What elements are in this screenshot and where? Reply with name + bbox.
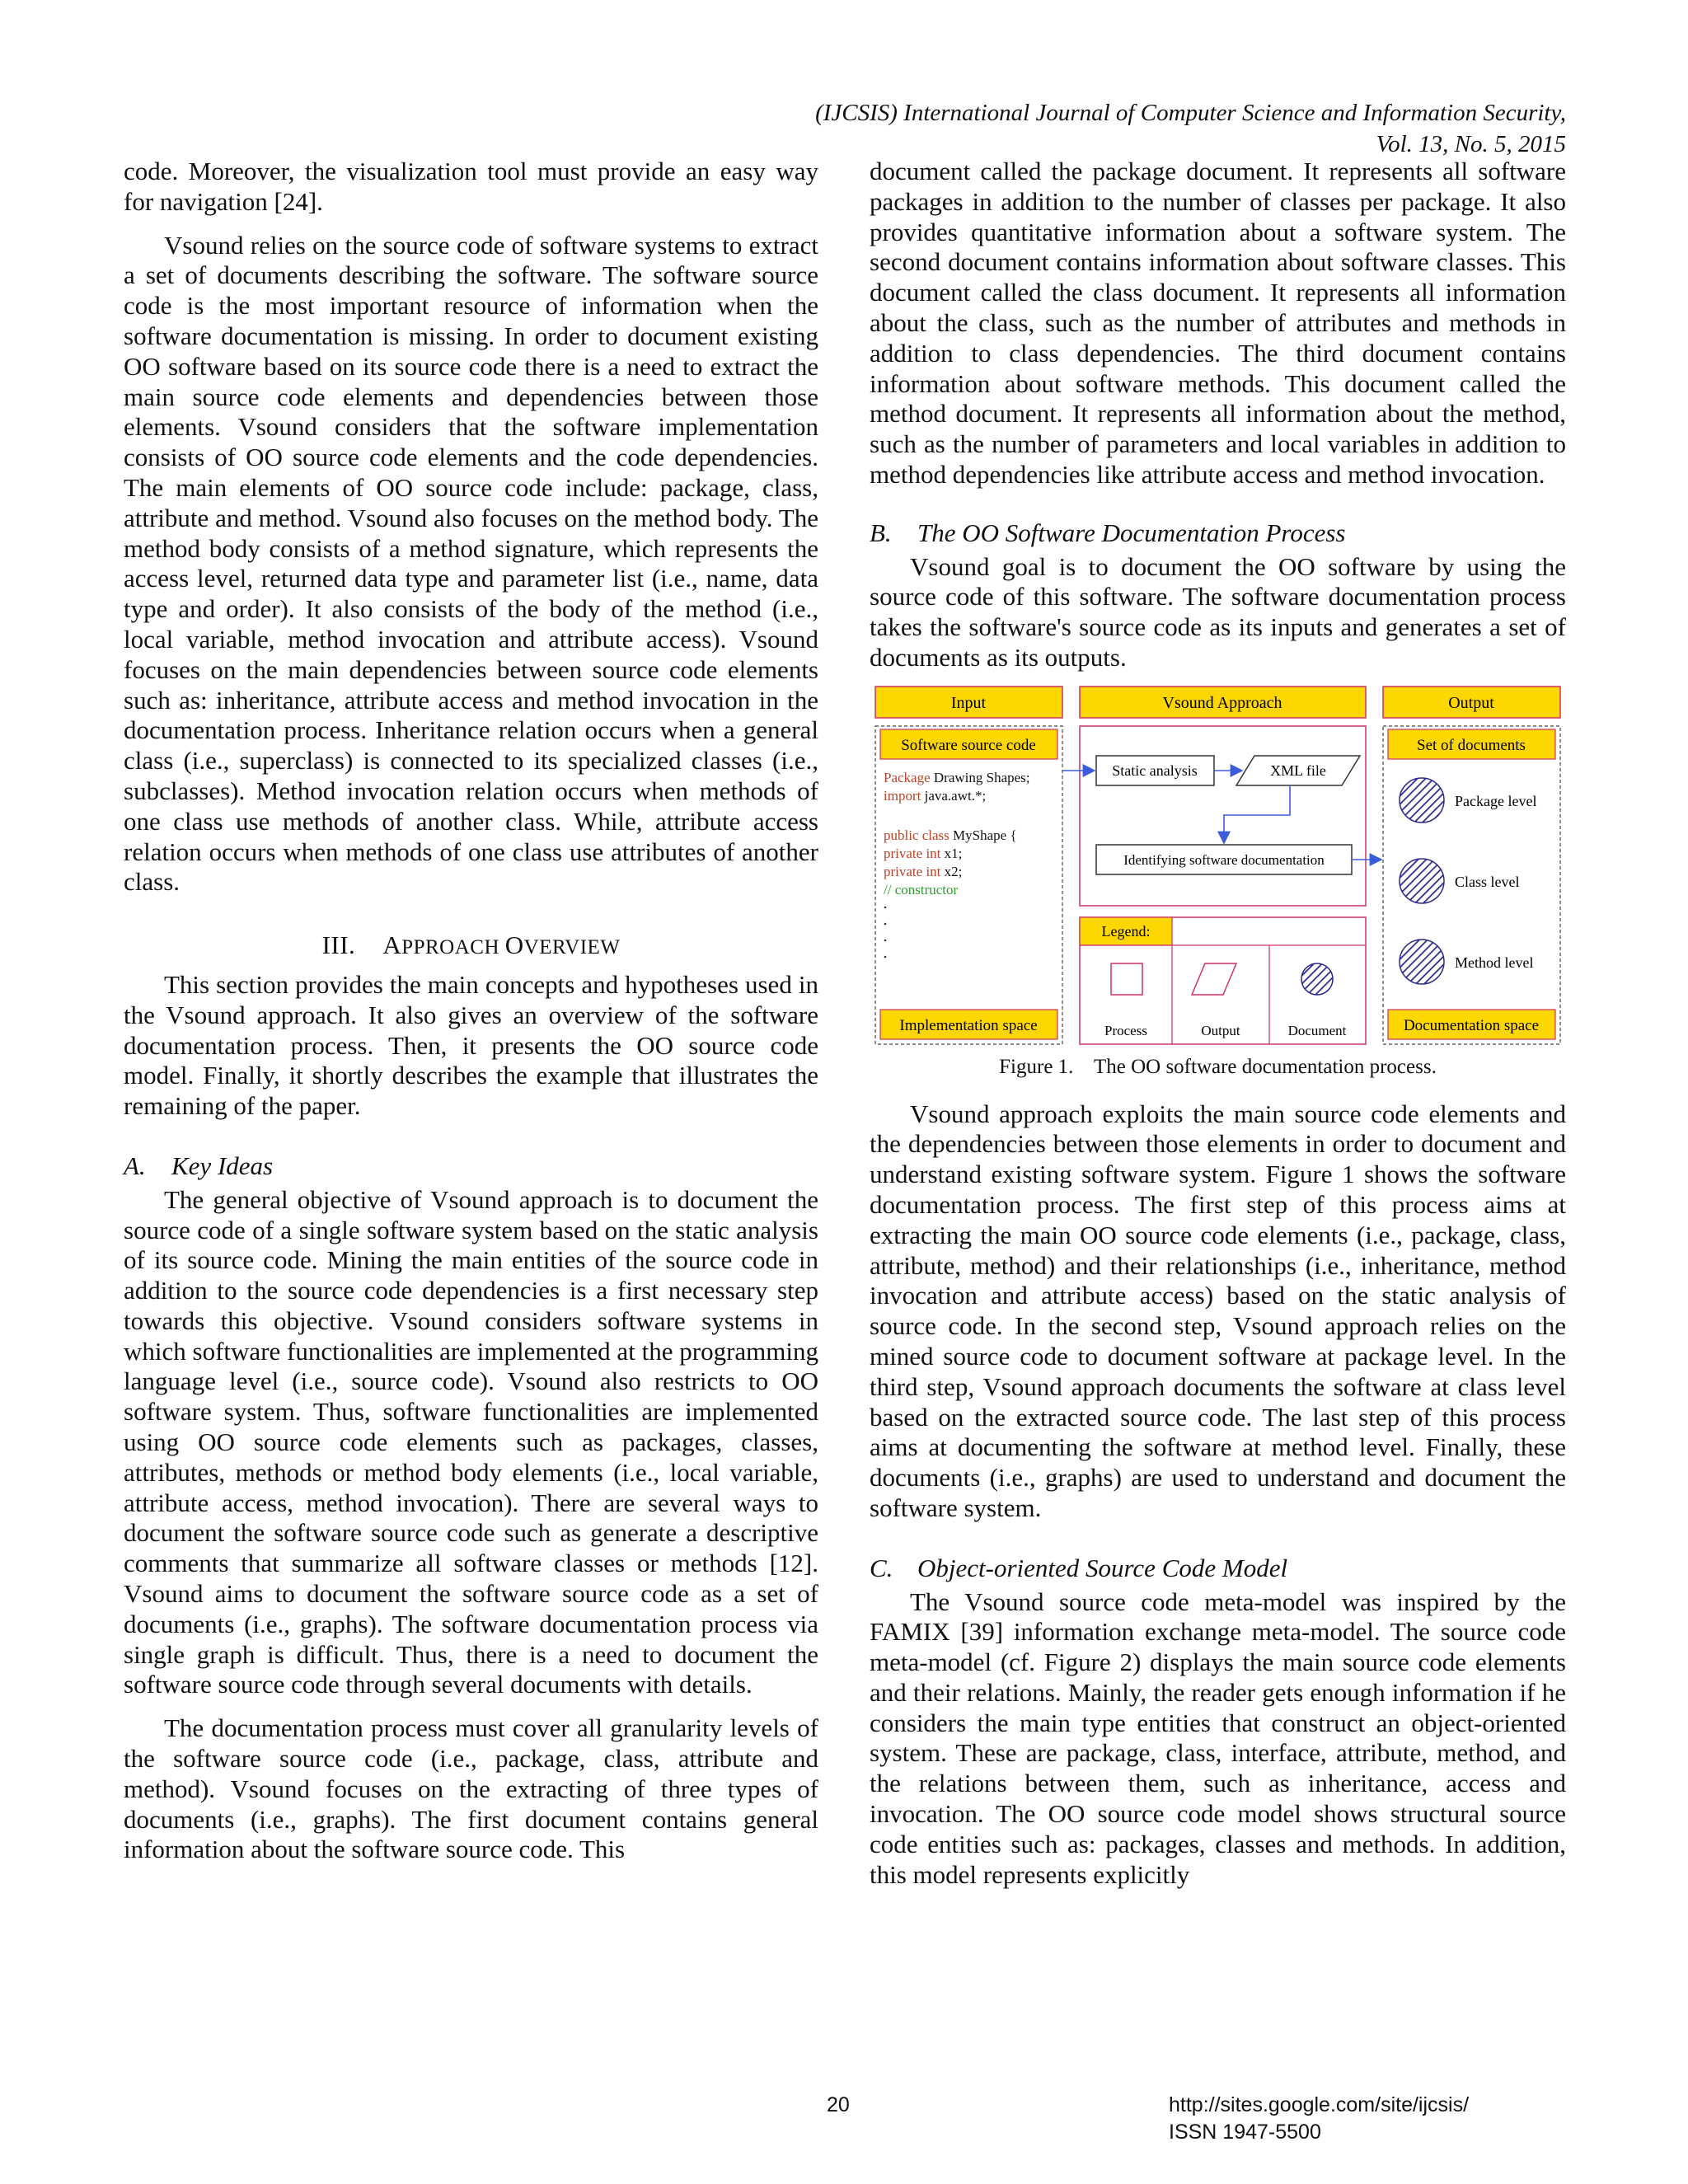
identifying-documentation-process	[1096, 845, 1352, 874]
svg-text:Output: Output	[1448, 693, 1494, 712]
document-icon	[1400, 778, 1444, 823]
svg-text:Package level: Package level	[1455, 792, 1537, 809]
paragraph: code. Moreover, the visualization tool must provide an easy way for navigation [24].	[124, 157, 818, 216]
svg-text:Output: Output	[1201, 1022, 1240, 1038]
paragraph: Vsound goal is to document the OO software by using the source code of this software. The software documentation process takes the software's source code as its inputs and generates a set of documents as its outputs.	[870, 551, 1566, 672]
paragraph: The Vsound source code meta-model was inspired by the FAMIX [39] information exchange meta-model. The source code meta-model (cf. Figure 2) displays the main source code elements and their relations. Mainly, the reader gets enough information if he considers the main type entities that construct an object-oriented system. These are package, class, interface, attribute, method, and the relations between them, such as inheritance, access and invocation. The OO source code model shows structural source code entities such as: packages, classes and methods. In addition, this model represents explicitly	[870, 1586, 1566, 1889]
figure-caption: Figure 1. The OO software documentation process.	[999, 1055, 1437, 1078]
output-header	[1383, 687, 1560, 718]
xml-file-output	[1236, 756, 1360, 785]
paragraph: document called the package document. It represents all software packages in addition to the number of classes per package. It also provides quantitative information about a software system. The second document contains information about software classes. This document called the class document. It represents all information about the class, such as the number of attributes and methods in addition to class dependencies. The third document contains information about software methods. This document called the method document. It represents all information about the method, such as the number of parameters and local variables in addition to method dependencies like attribute access and method invocation.	[870, 157, 1566, 489]
left-column	[124, 157, 818, 1865]
static-analysis-process	[1096, 756, 1214, 785]
document-icon	[1400, 940, 1444, 984]
document-icon	[1400, 859, 1444, 903]
approach-frame	[1080, 726, 1366, 906]
document-legend-icon	[1301, 963, 1333, 995]
journal-volume: Vol. 13, No. 5, 2015	[1376, 131, 1566, 157]
svg-text:public class MyShape {: public class MyShape {	[884, 827, 1017, 843]
paragraph: The general objective of Vsound approach is to document the source code of a single software system based on the static analysis of its source code. Mining the main entities of the source code in addition to the source code dependencies is a first necessary step towards this objective. Vsound considers software systems in which software functionalities are implemented at the programming language level (i.e., source code). Vsound also restricts to OO software system. Thus, software functionalities are implemented using OO source code elements such as packages, classes, attributes, methods or method body elements (i.e., local variable, attribute access, method invocation). There are several ways to document the software source code such as generate a descriptive comments that summarize all software classes or methods [12]. Vsound aims to document the software source code as a set of documents (i.e., graphs). The software documentation process via single graph is difficult. Thus, there is a need to document the software source code through several documents with details.	[124, 1184, 818, 1699]
approach-header	[1080, 687, 1366, 718]
svg-text:import java.awt.*;: import java.awt.*;	[884, 787, 987, 804]
svg-text:Software source code: Software source code	[901, 736, 1036, 754]
svg-text:Documentation space: Documentation space	[1403, 1016, 1540, 1034]
journal-header	[495, 97, 1566, 160]
subsection-heading: C. Object-oriented Source Code Model	[870, 1553, 1288, 1582]
issn: ISSN 1947-5500	[1169, 2121, 1321, 2144]
svg-text:Method level: Method level	[1455, 954, 1534, 971]
svg-text:Class level: Class level	[1455, 873, 1520, 890]
svg-text:Identifying software documenta: Identifying software documentation	[1123, 851, 1325, 868]
svg-text:Static analysis: Static analysis	[1112, 762, 1198, 779]
page-number: 20	[827, 2093, 850, 2116]
paragraph: Vsound approach exploits the main source code elements and the dependencies between those elements in order to document and understand existing software system. Figure 1 shows the software documentation process. The first step of this process aims at extracting the main OO source code elements (i.e., package, class, attribute, method) and their relationships (i.e., inheritance, method invocation and attribute access) based on the static analysis of source code. In the second step, Vsound approach relies on the mined source code to document software at package level. In the third step, Vsound approach documents the software at class level based on the extracted source code. The last step of this process aims at documenting the software at method level. Finally, these documents (i.e., graphs) are used to understand and document the software system.	[870, 1099, 1566, 1522]
process-legend-icon	[1111, 963, 1142, 995]
svg-text:Package Drawing Shapes;: Package Drawing Shapes;	[884, 769, 1030, 785]
journal-url[interactable]: http://sites.google.com/site/ijcsis/	[1169, 2093, 1470, 2116]
figure-1	[874, 685, 1562, 1047]
documentation-space-label	[1388, 1010, 1555, 1039]
implementation-space-label	[880, 1010, 1057, 1039]
set-of-documents-label	[1388, 729, 1555, 759]
paragraph: The documentation process must cover all granularity levels of the software source code (i.e., package, class, attribute and method). Vsound focuses on the extracting of three types of documents (i.e., graphs). The first document contains general information about the software source code. This	[124, 1713, 818, 1864]
paragraph: Vsound relies on the source code of software systems to extract a set of documents describing the software. The software source code is the most important resource of information when the software documentation is missing. In order to document existing OO software based on its source code there is a need to extract the main source code elements and dependencies between those elements. Vsound considers that the software implementation consists of OO source code elements and the code dependencies. The main elements of OO source code include: package, class, attribute and method. Vsound also focuses on the method body. The method body consists of a method signature, which represents the access level, returned data type and parameter list (i.e., name, data type and order). It also consists of the body of the method (i.e., local variable, method invocation and attribute access). Vsound focuses on the main dependencies between source code elements such as: inheritance, attribute access and method invocation in the documentation process. Inheritance relation occurs when a general class (i.e., superclass) is connected to its specialized classes (i.e., subclasses). Method invocation relation occurs when methods of one class use methods of another class. While, attribute access relation occurs when methods of one class use attributes of another class.	[124, 230, 818, 897]
section-heading: III. APPROACH OVERVIEW	[321, 930, 621, 960]
svg-text:Process: Process	[1104, 1022, 1147, 1038]
software-source-code-label	[880, 729, 1057, 759]
journal-title: (IJCSIS) International Journal of Computer Science and Information Security,	[815, 100, 1566, 126]
svg-text:Implementation space: Implementation space	[899, 1016, 1038, 1034]
subsection-heading: A. Key Ideas	[124, 1151, 274, 1180]
svg-text:Input: Input	[950, 693, 987, 712]
process-diagram	[874, 685, 1562, 1047]
svg-text:private int x2;: private int x2;	[884, 863, 963, 879]
paragraph: This section provides the main concepts and hypotheses used in the Vsound approach. It also gives an overview of the software documentation process. Then, it presents the OO source code model. Finally, it shortly describes the example that illustrates the remaining of the paper.	[124, 969, 818, 1121]
input-header	[875, 687, 1062, 718]
svg-text:Vsound Approach: Vsound Approach	[1162, 693, 1282, 712]
svg-text:private int x1;: private int x1;	[884, 845, 963, 861]
footer-links	[1169, 2092, 1469, 2146]
svg-text:Legend:: Legend:	[1101, 922, 1151, 940]
svg-text:XML file: XML file	[1270, 762, 1326, 779]
svg-text:Set of documents: Set of documents	[1417, 736, 1526, 754]
right-column	[870, 157, 1566, 1890]
svg-text:Document: Document	[1287, 1022, 1347, 1038]
subsection-heading: B. The OO Software Documentation Process	[870, 518, 1346, 547]
svg-text:// constructor: // constructor	[884, 881, 959, 898]
legend	[1080, 917, 1366, 1044]
